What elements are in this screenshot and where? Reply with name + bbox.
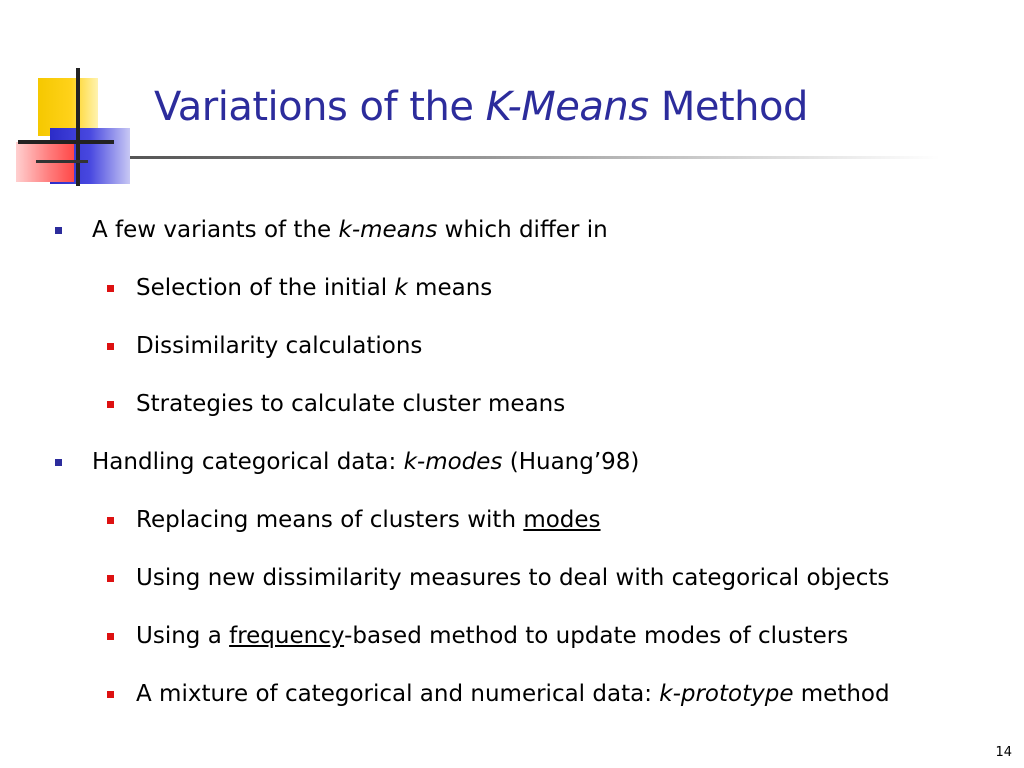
square-bullet-icon [107,285,114,292]
bullet-item [92,448,639,476]
sub-bullet-item [136,506,601,534]
bullet-text-end: (Huang’98) [502,449,640,475]
sub-bullet-item [136,680,890,708]
square-bullet-icon [55,459,62,466]
bullet-text: Using new dissimilarity measures to deal with categorical objects [136,565,890,591]
sub-bullet-item [136,390,565,418]
page-number: 14 [995,745,1012,760]
square-bullet-icon [55,227,62,234]
bullet-text-end: which differ in [437,217,608,243]
sub-bullet-item [136,332,422,360]
bullet-text: Selection of the initial [136,275,395,301]
bullet-text: A mixture of categorical and numerical data: [136,681,660,707]
square-bullet-icon [107,575,114,582]
square-bullet-icon [107,343,114,350]
bullet-text: Strategies to calculate cluster means [136,391,566,417]
sub-bullet-item [136,622,848,650]
bullet-underlined-text: modes [523,507,601,533]
bullet-text: A few variants of the [92,217,339,243]
bullet-text-end: means [407,275,493,301]
bullet-text: Dissimilarity calculations [136,333,423,359]
title-italic-text: K-Means [485,84,649,130]
bullet-text-end: -based method to update modes of clusters [344,623,849,649]
square-bullet-icon [107,517,114,524]
bullet-italic-text: k [394,275,408,301]
sub-bullet-item [136,274,492,302]
bullet-underlined-text: frequency [229,623,345,649]
title-text-end: Method [648,84,808,130]
bullet-text: Handling categorical data: [92,449,404,475]
bullet-italic-text: k-prototype [659,681,794,707]
square-bullet-icon [107,691,114,698]
square-bullet-icon [107,633,114,640]
bullet-italic-text: k-means [338,217,438,243]
sub-bullet-item [136,564,889,592]
bullet-italic-text: k-modes [403,449,503,475]
bullet-text: Using a [136,623,230,649]
bullet-text: Replacing means of clusters with [136,507,524,533]
bullet-text-end: method [793,681,890,707]
square-bullet-icon [107,401,114,408]
bullet-item [92,216,608,244]
title-text: Variations of the [154,84,486,130]
